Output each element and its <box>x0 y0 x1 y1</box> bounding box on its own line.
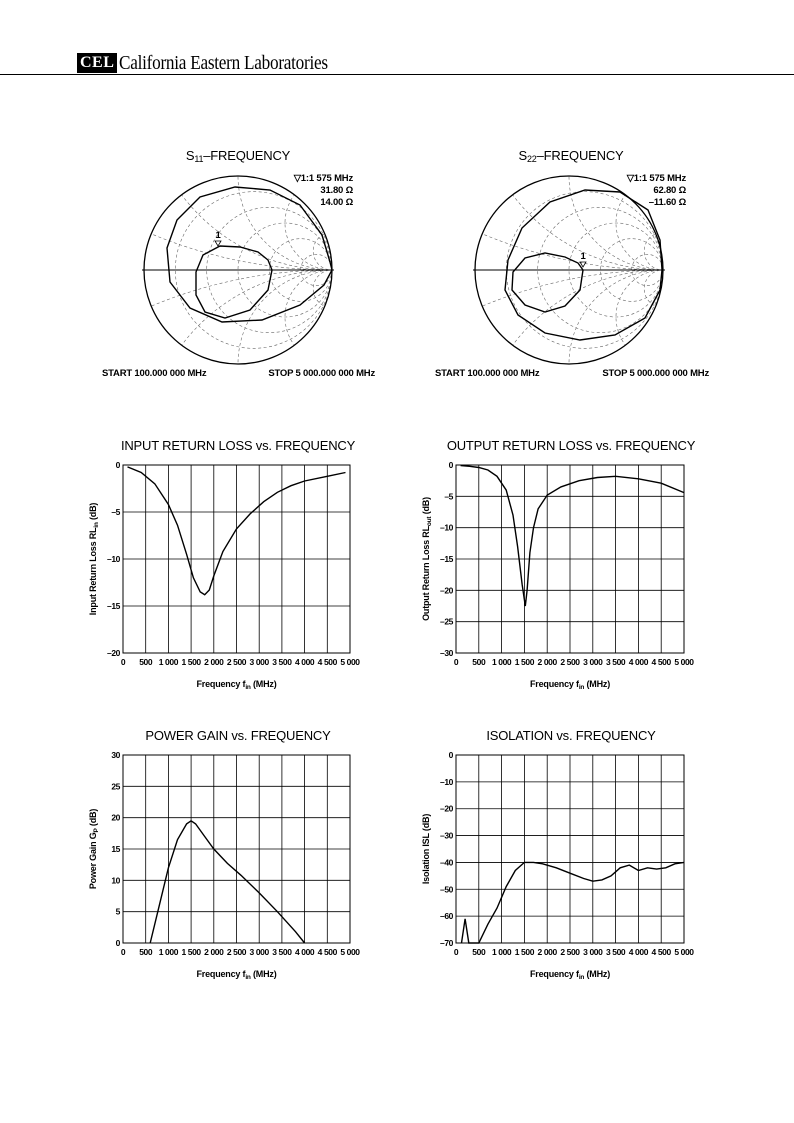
impedance-trace-outer <box>505 190 662 340</box>
x-tick-label: 1 500 <box>514 947 535 957</box>
marker-frequency: ▽1:1 575 MHz <box>626 173 686 184</box>
series-line <box>150 821 304 943</box>
y-tick-label: –10 <box>107 554 120 564</box>
chart-title: ISOLATION vs. FREQUENCY <box>486 728 656 743</box>
x-tick-label: 4 500 <box>651 947 671 957</box>
x-axis-label: Frequency $f_{in}$ (MHz) <box>196 969 277 981</box>
reactance-arc <box>144 0 520 270</box>
x-tick-label: 500 <box>472 657 486 667</box>
x-tick-label: 500 <box>139 657 153 667</box>
reactance-arc <box>0 270 794 1123</box>
marker-real: 62.80 Ω <box>653 185 686 196</box>
y-tick-label: –10 <box>440 776 453 787</box>
x-tick-label: 3 500 <box>605 657 626 667</box>
line-chart-4 <box>421 728 694 981</box>
x-tick-label: 1 500 <box>181 947 201 957</box>
y-tick-label: 15 <box>111 844 120 854</box>
y-tick-label: 30 <box>111 750 120 760</box>
y-tick-label: 10 <box>111 875 120 886</box>
reactance-arc <box>193 0 794 270</box>
x-tick-label: 3 000 <box>583 947 603 957</box>
marker-frequency: ▽1:1 575 MHz <box>293 173 353 184</box>
x-tick-label: 4 000 <box>294 657 315 667</box>
y-tick-label: –20 <box>107 648 120 658</box>
x-tick-label: 5 000 <box>674 947 694 957</box>
y-axis-label: Isolation ISL (dB) <box>421 813 431 885</box>
x-tick-label: 4 500 <box>651 657 671 667</box>
line-chart-3 <box>88 728 360 981</box>
y-tick-label: 0 <box>448 460 453 470</box>
sweep-start: START 100.000 000 MHz <box>102 368 207 379</box>
y-tick-label: –5 <box>444 491 453 502</box>
x-axis-label: Frequency $f_{in}$ (MHz) <box>530 969 610 981</box>
y-tick-label: –15 <box>440 554 453 564</box>
x-tick-label: 2 500 <box>226 947 247 957</box>
reactance-arc <box>475 0 794 270</box>
y-tick-label: 0 <box>115 938 120 948</box>
y-tick-label: 0 <box>115 460 120 470</box>
x-tick-label: 4 500 <box>317 657 337 667</box>
y-tick-label: –30 <box>440 830 453 841</box>
series-line <box>461 466 684 606</box>
x-tick-label: 4 000 <box>628 657 649 667</box>
chart-title: INPUT RETURN LOSS vs. FREQUENCY <box>120 438 356 453</box>
y-tick-label: 20 <box>111 812 120 823</box>
marker-point-label: 1 <box>580 251 586 262</box>
x-tick-label: 0 <box>120 657 126 667</box>
smith-chart-title: S22–FREQUENCY <box>518 148 624 164</box>
reactance-arc <box>193 270 794 1123</box>
x-tick-label: 3 500 <box>605 947 626 957</box>
y-tick-label: 0 <box>448 750 453 760</box>
marker-triangle-icon <box>215 241 221 246</box>
sweep-start: START 100.000 000 MHz <box>435 368 540 379</box>
y-tick-label: –30 <box>440 648 453 658</box>
sweep-stop: STOP 5 000.000 000 MHz <box>268 368 375 379</box>
chart-title: OUTPUT RETURN LOSS vs. FREQUENCY <box>446 438 696 453</box>
reactance-arc <box>0 0 794 270</box>
marker-imag: 14.00 Ω <box>320 197 353 208</box>
x-tick-label: 2 000 <box>204 947 224 957</box>
marker-imag: –11.60 Ω <box>648 197 686 208</box>
cel-logo: CEL <box>77 53 117 73</box>
y-tick-label: –20 <box>440 585 453 596</box>
y-tick-label: –25 <box>440 616 453 627</box>
x-tick-label: 4 500 <box>317 947 337 957</box>
x-tick-label: 0 <box>120 947 126 957</box>
y-tick-label: 5 <box>115 906 120 917</box>
marker-real: 31.80 Ω <box>320 185 353 196</box>
x-tick-label: 1 000 <box>491 657 512 667</box>
company-name: California Eastern Laboratories <box>119 51 329 74</box>
reactance-arc <box>616 270 710 364</box>
x-tick-label: 2 000 <box>537 657 557 667</box>
x-tick-label: 3 500 <box>272 657 292 667</box>
y-axis-label: Output Return Loss $RL_{out}$ (dB) <box>421 497 433 621</box>
x-tick-label: 500 <box>472 947 486 957</box>
marker-point-label: 1 <box>215 230 221 241</box>
y-tick-label: –5 <box>111 507 120 517</box>
x-tick-label: 3 000 <box>249 947 269 957</box>
sweep-stop: STOP 5 000.000 000 MHz <box>602 368 709 379</box>
x-axis-label: Frequency $f_{in}$ (MHz) <box>196 679 277 691</box>
x-tick-label: 1 500 <box>181 657 201 667</box>
x-tick-label: 2 500 <box>560 657 580 667</box>
reactance-arc <box>569 270 757 458</box>
y-tick-label: –40 <box>440 857 453 868</box>
smith-chart-title: S11–FREQUENCY <box>185 148 291 164</box>
x-tick-label: 1 000 <box>491 947 512 957</box>
y-tick-label: –20 <box>440 803 453 814</box>
y-axis-label: Power Gain $G_P$ (dB) <box>88 808 100 890</box>
x-tick-label: 4 000 <box>628 947 649 957</box>
x-tick-label: 3 500 <box>272 947 292 957</box>
reactance-arc <box>144 270 520 646</box>
y-axis-label: Input Return Loss $RL_{in}$ (dB) <box>88 502 100 616</box>
line-chart-2 <box>421 438 696 691</box>
y-tick-label: 25 <box>111 781 120 792</box>
x-tick-label: 5 000 <box>340 657 360 667</box>
y-tick-label: –50 <box>440 884 453 895</box>
x-tick-label: 4 000 <box>294 947 315 957</box>
line-chart-1 <box>88 438 360 691</box>
x-tick-label: 2 000 <box>204 657 224 667</box>
x-tick-label: 0 <box>453 657 459 667</box>
y-tick-label: –60 <box>440 911 453 922</box>
x-tick-label: 1 500 <box>514 657 535 667</box>
series-line <box>462 862 685 943</box>
reactance-arc <box>238 270 426 458</box>
chart-title: POWER GAIN vs. FREQUENCY <box>145 728 331 743</box>
impedance-trace-inner <box>196 246 272 318</box>
x-tick-label: 5 000 <box>674 657 694 667</box>
y-tick-label: –15 <box>107 601 120 611</box>
x-tick-label: 1 000 <box>158 657 179 667</box>
x-axis-label: Frequency $f_{in}$ (MHz) <box>530 679 610 691</box>
x-tick-label: 5 000 <box>340 947 360 957</box>
x-tick-label: 500 <box>139 947 153 957</box>
x-tick-label: 1 000 <box>158 947 179 957</box>
x-tick-label: 2 500 <box>560 947 580 957</box>
x-tick-label: 3 000 <box>249 657 269 667</box>
x-tick-label: 2 500 <box>226 657 247 667</box>
y-tick-label: –10 <box>440 522 453 533</box>
x-tick-label: 2 000 <box>537 947 557 957</box>
x-tick-label: 3 000 <box>583 657 603 667</box>
x-tick-label: 0 <box>453 947 459 957</box>
y-tick-label: –70 <box>440 938 453 948</box>
reactance-arc <box>285 270 379 364</box>
